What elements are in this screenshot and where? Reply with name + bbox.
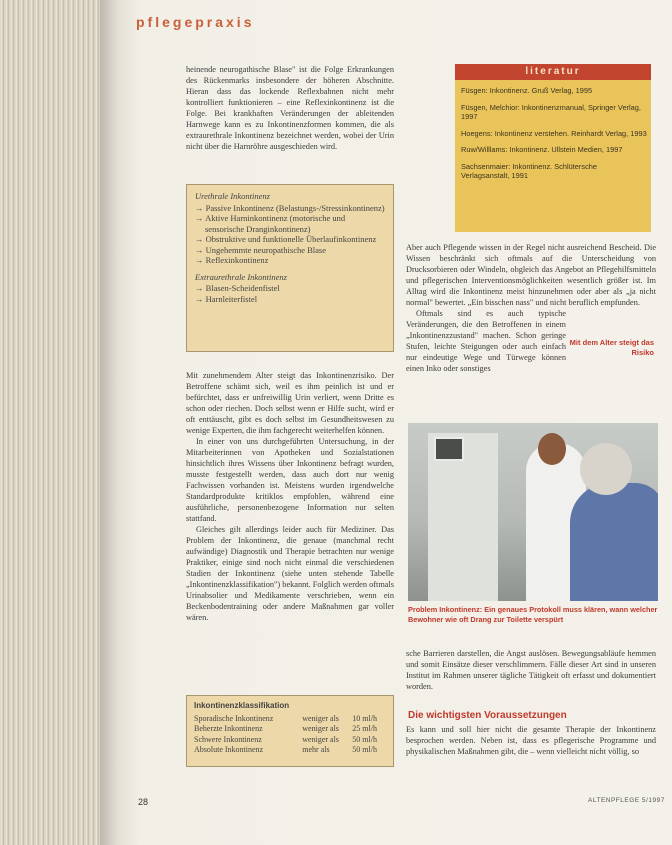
magazine-page <box>100 0 672 845</box>
paragraph: Es kann und soll hier nicht die gesamte Therapie der Inkontinenz besprochen werden. Neben ist, dass es pflegerische Programme und physikalischen Maßnahmen gibt, die – wenn vielleicht nicht völlig, so <box>406 725 656 756</box>
page-number: 28 <box>138 797 149 807</box>
box-heading-urethral: Urethrale Inkontinenz <box>195 191 270 201</box>
literature-entry: Sachsenmaier: Inkontinenz. Schlütersche Verlagsanstalt, 1991 <box>461 161 597 180</box>
literature-box <box>455 64 651 232</box>
paragraph: sche Barrieren darstellen, die Angst auslösen. Bewegungsabläufe hemmen und somit Einsätze dieser verschlimmern. Fälle dieser Art sind in unseren Institut im Rahmen unserer tägliche Tätigkeit oft erfasst und dokumentiert worden. <box>406 649 656 691</box>
paragraph: heinende neurogathische Blase" ist die Folge Erkrankungen des Rückenmarks insbesondere der höheren Abschnitte. Hieran dass das lockende Reflexbahnen nicht mehr kontrolliert funktionieren – eine Reflexinkontinenz ist die Folge. Bei krankhaften Veränderungen der ableitenden Harnwege kann es zu Inkontinenzformen kommen, die als extraurethrale Inkontinenz bezeichnet werden, wobei der Urin nicht über die Harnröhre ausgeschieden wird. <box>186 65 394 151</box>
box-item: → Aktive Harninkontinenz (motorische und sensorische Dranginkontinenz) <box>195 213 385 234</box>
margin-note: Mit dem Alter steigt das Risiko <box>569 338 654 357</box>
table-row <box>194 745 386 756</box>
box-item: → Harnleiterfistel <box>195 294 385 305</box>
section-heading: Die wichtigsten Voraussetzungen <box>408 710 567 721</box>
right-column-bottom <box>406 648 656 692</box>
table-row <box>194 714 386 725</box>
paragraph: Gleiches gilt allerdings leider auch für Mediziner. Das Problem der Inkontinenz, die genaue (manchmal recht aufwändige) Diagnostik und Therapie betrachten nur wenige Praktiker, einige sind noch nicht einmal die verschiedenen Stadien der Inkontinenz (siehe unten stehende Tabelle „Inkontinenzklassifikation") bekannt. Folglich werden oftmals Urinabsolier und Medikamente verschrieben, wenn ein Beckenbodentraining oder andere Maßnahmen gar voller wären. <box>186 525 394 622</box>
classification-table <box>194 714 386 756</box>
left-column-bottom <box>186 370 394 623</box>
table-cell: weniger als <box>302 734 339 744</box>
photo-head <box>580 443 632 495</box>
literature-list <box>461 86 647 188</box>
left-column-top <box>186 64 394 152</box>
table-cell: Beherzte Inkontinenz <box>194 724 263 733</box>
table-row <box>194 724 386 735</box>
footer-mark: ALTENPFLEGE 5/1997 <box>588 797 665 804</box>
photo-elderly-person <box>570 483 658 601</box>
table-cell: 50 ml/h <box>352 745 377 754</box>
literature-entry: Hoegens: Inkontinenz verstehen. Reinhardt Verlag, 1993 <box>461 128 647 138</box>
box-item: → Obstruktive und funktionelle Überlaufinkontinenz <box>195 234 385 245</box>
box-item: → Blasen-Scheidenfistel <box>195 283 385 294</box>
box-item: → Reflexinkontinenz <box>195 255 385 266</box>
paragraph: In einer von uns durchgeführten Untersuchung, in der Mitarbeiterinnen von Apotheken und Sozialstationen hinsichtlich ihres Wissens über Inkontinenz befragt wurden, musste festgestellt werden, dass auch dort nur wenig Fachwissen vorhanden ist. Meistens wurden irgendwelche Standardprodukte kritiklos empfohlen, während eine ausführliche, personenbezogene Information nur selten stattfand. <box>186 437 394 523</box>
classification-box <box>186 695 394 767</box>
literature-entry: Füsgen: Inkontinenz. Gruß Verlag, 1995 <box>461 86 593 95</box>
photo-head <box>538 433 566 465</box>
table-cell: Schwere Inkontinenz <box>194 734 262 744</box>
box-item: → Passive Inkontinenz (Belastungs-/Stressinkontinenz) <box>195 203 385 214</box>
table-cell: Absolute Inkontinenz <box>194 745 264 754</box>
table-cell: 50 ml/h <box>352 734 377 744</box>
box-item: → Ungehemmte neuropathische Blase <box>195 245 385 256</box>
literature-heading: literatur <box>455 64 651 80</box>
classification-heading: Inkontinenzklassifikation <box>194 701 290 710</box>
table-row <box>194 735 386 746</box>
box-heading-extra: Extraurethrale Inkontinenz <box>195 271 287 282</box>
photo-care-workers <box>408 423 658 601</box>
photo-caption: Problem Inkontinenz: Ein genaues Protokoll muss klären, wann welcher Bewohner wie oft Drang zur Toilette verspürt <box>408 605 658 624</box>
table-cell: 10 ml/h <box>352 713 377 723</box>
running-head: pflegepraxis <box>136 14 255 30</box>
symptom-box <box>186 184 394 352</box>
paragraph: Aber auch Pflegende wissen in der Regel nicht ausreichend Bescheid. Die Wissen beschränkt sich oftmals auf die Unterscheidung von Drucksorbieren oder Windeln, obgleich das Angebot an Pflegehilfsmitteln und pflegerischen Interventionsmöglichkeiten wesentlich größer ist. Im Alltag wird die Inkontinenz meist hinzunehmen oder aber als „ja nicht normal" bewertet. „Ein bisschen nass" und nicht beruflich empfunden. <box>406 243 656 307</box>
section-body <box>406 724 656 757</box>
table-cell: 25 ml/h <box>352 724 377 733</box>
literature-entry: Füsgen, Melchior: Inkontinenzmanual, Springer Verlag, 1997 <box>461 102 641 121</box>
paragraph: Oftmals sind es auch typische Veränderungen, die den Betroffenen in einem „Inkontinenzzustand" machen. Schon geringe Stufen, leichte Steigungen oder auch einfach nur eindeutige Wege und Türwege können einen Inko oder sonstiges <box>406 309 566 373</box>
table-cell: weniger als <box>302 713 339 723</box>
paragraph: Mit zunehmendem Alter steigt das Inkontinenzrisiko. Der Betroffene schämt sich, weil es ihm peinlich ist und er befürchtet, dass er unfreiwillig Urin verliert, wenn Dritte es schon oder riechen. Doch selbst wenn er Hilfe sucht, wird er oft enttäuscht, gibt es doch selbst im Gesundheitswesen zu wenige Experten, die ihm fachgerecht weiterhelfen können. <box>186 371 394 435</box>
table-cell: Sporadische Inkontinenz <box>194 713 274 723</box>
table-cell: mehr als <box>302 745 330 754</box>
table-cell: weniger als <box>302 724 339 733</box>
photo-picture-frame <box>434 437 464 461</box>
literature-entry: Ruw/Willlams: Inkontinenz. Ullstein Medien, 1997 <box>461 145 623 154</box>
